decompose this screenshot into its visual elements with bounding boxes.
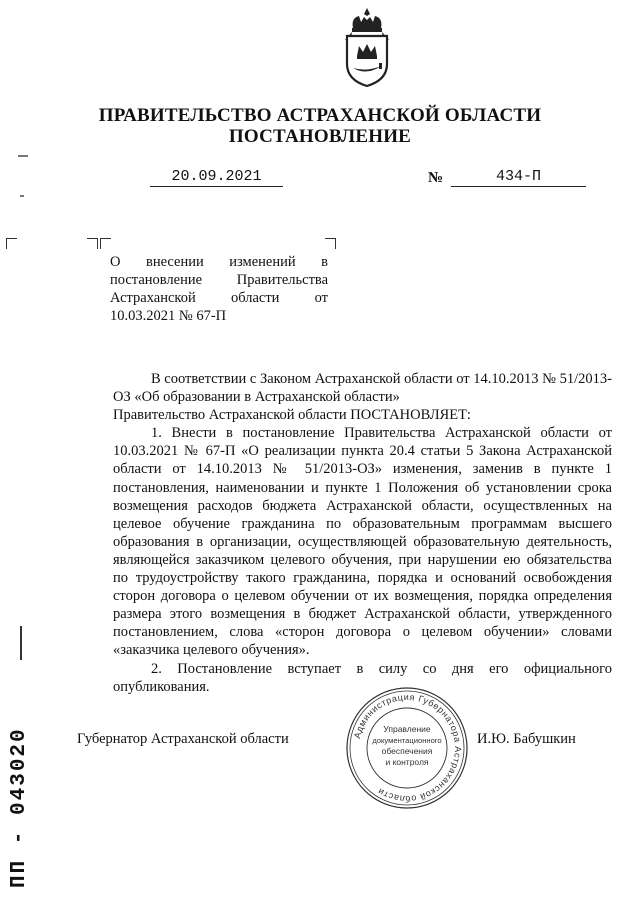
signatory-name: И.Ю. Бабушкин	[477, 731, 576, 747]
margin-mark	[18, 155, 28, 157]
stamp-line-4: и контроля	[385, 757, 429, 767]
corner-mark-subject-right	[325, 238, 336, 249]
corner-mark-subject-left-inner	[100, 238, 111, 249]
item-2-paragraph: 2. Постановление вступает в силу со дня его официального опубликования.	[113, 660, 612, 695]
margin-dot	[20, 195, 24, 197]
document-number: 434-П	[451, 168, 586, 187]
preamble-paragraph: В соответствии с Законом Астраханской области от 14.10.2013 № 51/2013-ОЗ «Об образовании в Астраханской области»	[113, 371, 612, 406]
inventory-code: ПП - 043020	[8, 727, 31, 888]
stamp-line-3: обеспечения	[381, 746, 433, 756]
coat-of-arms-emblem	[337, 6, 397, 88]
document-date: 20.09.2021	[150, 168, 283, 187]
corner-mark-subject-left	[87, 238, 98, 249]
margin-line	[20, 626, 22, 660]
stamp-ring-text: Администрация Губернатора Астраханской области	[351, 691, 464, 805]
item-1-paragraph: 1. Внести в постановление Правительства Астраханской области от 10.03.2021 № 67-П «О реализации пункта 20.4 статьи 5 Закона Астраханской области от 14.10.2013 № 51/2013-ОЗ» изменения, заменив в пункте 1 постановления, наименовании и пункте 1 Положения об установлении срока возмещения расходов бюджета Астраханской области, осуществленных на целевое обучение гражданина по образовательным программам высшего образования в организации, осуществляющей образовательную деятельность, являющейся заказчиком целевого обучения, при нарушении ею обязательства по трудоустройству такого гражданина, порядка и оснований освобождения сторон договора о целевом обучении от их возмещения, порядка определения размера этого возмещения в бюджет Астраханской области, утвержденного постановлением, слова «сторон договора о целевом обучении» словами «заказчика целевого обучения».	[113, 425, 612, 659]
document-body	[113, 370, 612, 696]
government-title: ПРАВИТЕЛЬСТВО АСТРАХАНСКОЙ ОБЛАСТИ	[98, 105, 542, 126]
document-subject: О внесении изменений в постановление Правительства Астраханской области от 10.03.2021 № 67-П	[110, 254, 328, 324]
resolves-paragraph: Правительство Астраханской области ПОСТАНОВЛЯЕТ:	[113, 407, 471, 424]
stamp-line-1: Управление	[383, 724, 431, 734]
stamp-line-2: документационного	[372, 736, 442, 745]
corner-mark-left	[6, 238, 17, 249]
signatory-position: Губернатор Астраханской области	[77, 731, 289, 747]
official-stamp	[345, 686, 469, 810]
document-type-title: ПОСТАНОВЛЕНИЕ	[228, 126, 412, 147]
number-sign: №	[428, 170, 444, 186]
